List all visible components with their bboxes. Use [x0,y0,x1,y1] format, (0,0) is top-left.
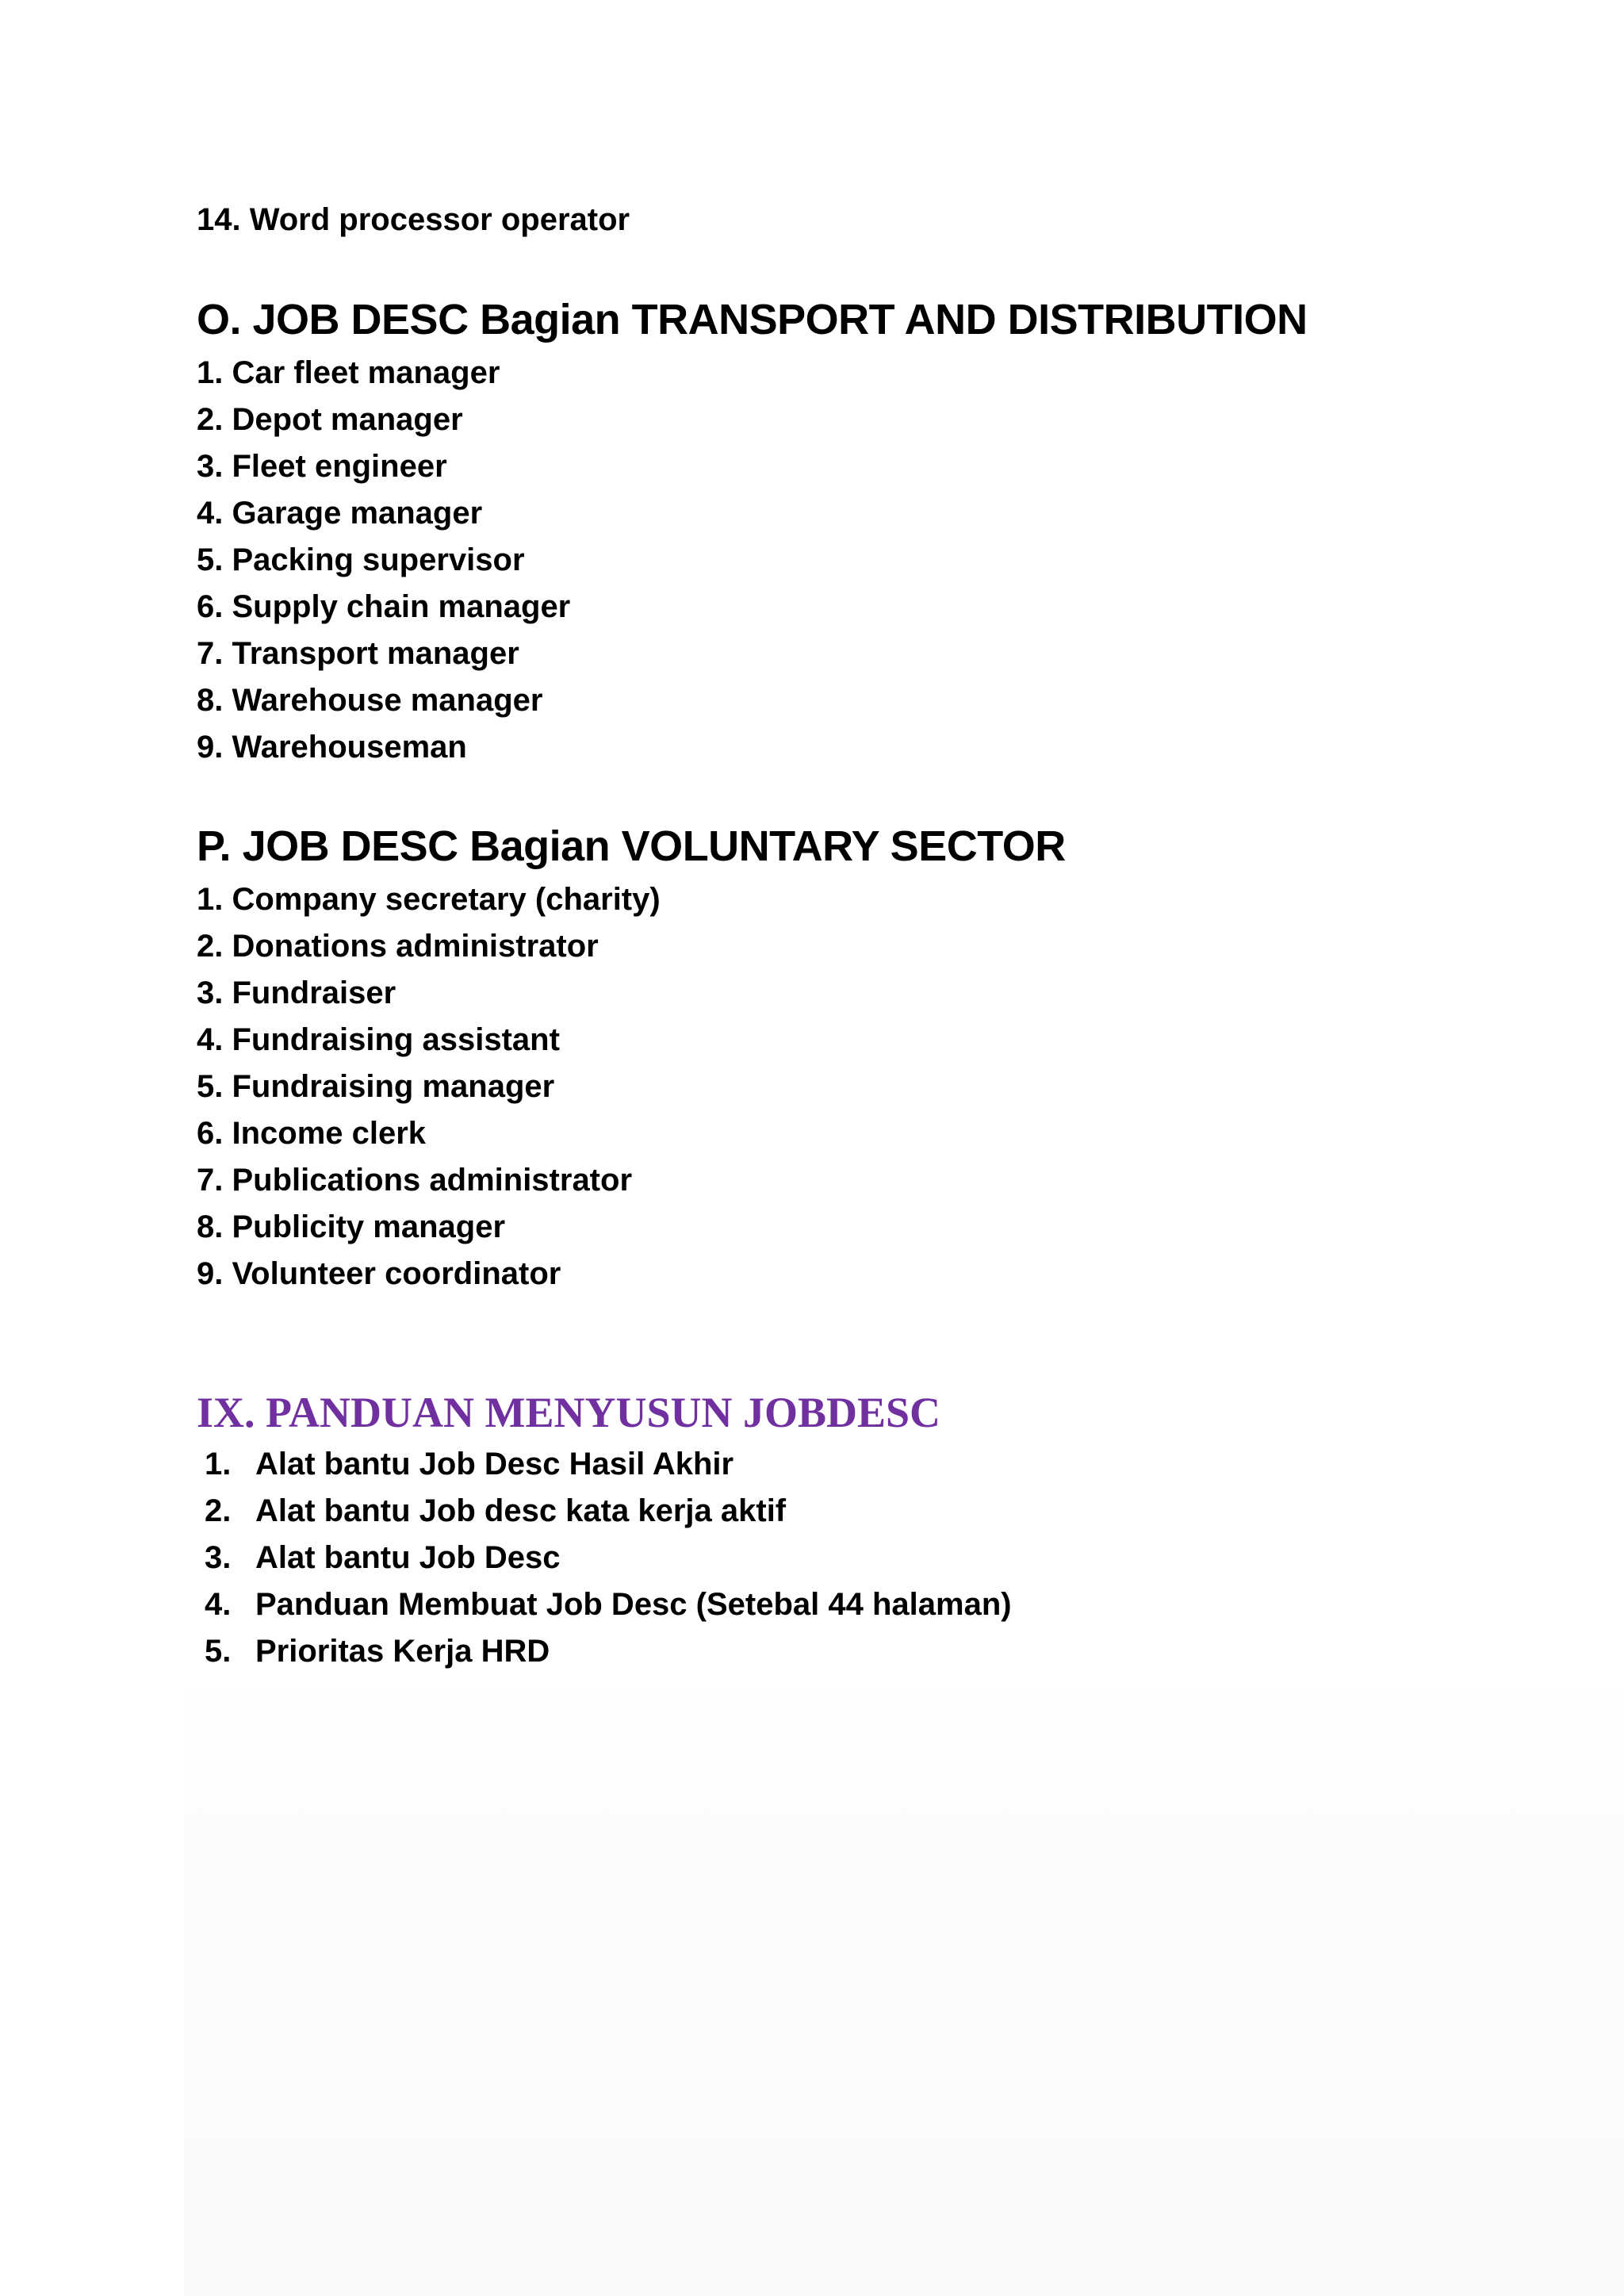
list-text: Prioritas Kerja HRD [255,1634,550,1669]
list-item: 5. Fundraising manager [197,1069,555,1104]
section-o-heading: O. JOB DESC Bagian TRANSPORT AND DISTRIBUTION [197,296,1308,343]
list-number: 3. [205,1540,232,1575]
list-item [205,1542,561,1573]
list-item: 9. Warehouseman [197,730,467,765]
list-item: 14. Word processor operator [197,202,630,237]
list-item: 6. Supply chain manager [197,589,571,624]
list-number: 1. [205,1447,232,1481]
list-item: 7. Transport manager [197,636,519,671]
list-item: 4. Fundraising assistant [197,1022,560,1057]
list-item: 1. Company secretary (charity) [197,882,661,917]
list-item: 8. Publicity manager [197,1209,506,1244]
list-item [205,1589,1012,1620]
list-item: 8. Warehouse manager [197,683,543,718]
list-number: 4. [205,1587,232,1622]
list-item: 2. Donations administrator [197,929,599,964]
list-item [205,1635,550,1667]
list-item: 9. Volunteer coordinator [197,1256,561,1291]
list-item: 5. Packing supervisor [197,542,525,577]
list-item: 2. Depot manager [197,402,463,437]
list-item: 7. Publications administrator [197,1163,633,1198]
list-item [205,1448,733,1480]
list-text: Alat bantu Job Desc Hasil Akhir [255,1447,734,1481]
list-text: Alat bantu Job desc kata kerja aktif [255,1493,787,1528]
list-item: 4. Garage manager [197,496,483,531]
list-item: 6. Income clerk [197,1116,427,1151]
list-item: 3. Fleet engineer [197,449,447,484]
section-ix-heading: IX. PANDUAN MENYUSUN JOBDESC [197,1389,941,1436]
list-number: 5. [205,1634,232,1669]
list-text: Panduan Membuat Job Desc (Setebal 44 halaman) [255,1587,1012,1622]
list-item: 1. Car fleet manager [197,355,500,390]
section-p-heading: P. JOB DESC Bagian VOLUNTARY SECTOR [197,822,1066,870]
list-text: Alat bantu Job Desc [255,1540,561,1575]
list-item [205,1495,786,1527]
list-number: 2. [205,1493,232,1528]
list-item: 3. Fundraiser [197,976,396,1010]
